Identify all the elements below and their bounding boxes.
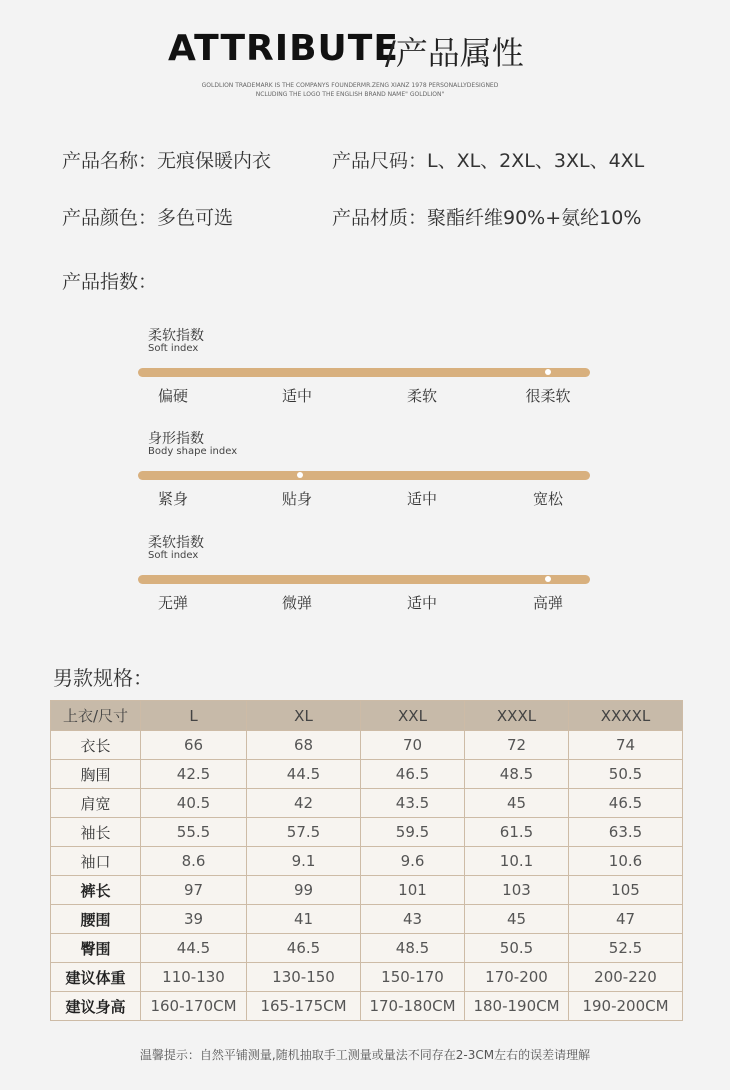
table-cell: 43: [361, 905, 465, 934]
table-cell: 43.5: [361, 789, 465, 818]
title-cn: /产品属性: [385, 34, 524, 72]
table-cell: 44.5: [247, 760, 361, 789]
attr-product-name: 产品名称：无痕保暖内衣: [62, 150, 272, 172]
table-cell: 44.5: [141, 934, 247, 963]
table-cell: 40.5: [141, 789, 247, 818]
row-label: 裤长: [51, 876, 141, 905]
table-cell: 61.5: [465, 818, 569, 847]
table-cell: 66: [141, 731, 247, 760]
table-row: [51, 992, 683, 1021]
table-cell: 150-170: [361, 963, 465, 992]
index-marker: [545, 369, 551, 375]
footnote: 温馨提示：自然平铺测量,随机抽取手工测量或量法不同存在2-3CM左右的误差请理解: [139, 1048, 591, 1062]
table-cell: 101: [361, 876, 465, 905]
index-tick-label: 无弹: [157, 594, 188, 612]
table-cell: 97: [141, 876, 247, 905]
table-cell: 50.5: [569, 760, 683, 789]
table-cell: 10.1: [465, 847, 569, 876]
table-cell: 46.5: [569, 789, 683, 818]
table-cell: 10.6: [569, 847, 683, 876]
table-cell: 45: [465, 905, 569, 934]
index-label: 身形指数: [148, 431, 204, 447]
attr-product-size: 产品尺码：L、XL、2XL、3XL、4XL: [332, 150, 645, 172]
table-cell: 70: [361, 731, 465, 760]
attr-product-material: 产品材质：聚酯纤维90%+氨纶10%: [332, 207, 642, 229]
table-cell: 130-150: [247, 963, 361, 992]
table-cell: 48.5: [465, 760, 569, 789]
table-cell: 8.6: [141, 847, 247, 876]
index-tick-label: 很柔软: [525, 387, 571, 405]
index-label: 柔软指数: [148, 535, 204, 551]
table-row: [51, 876, 683, 905]
table-cell: 46.5: [361, 760, 465, 789]
row-label: 衣长: [51, 731, 141, 760]
table-row: [51, 818, 683, 847]
table-cell: 190-200CM: [569, 992, 683, 1021]
index-sublabel: Soft index: [148, 343, 199, 354]
table-cell: 74: [569, 731, 683, 760]
title-en: ATTRIBUTE: [168, 28, 399, 69]
table-cell: 47: [569, 905, 683, 934]
table-cell: 42.5: [141, 760, 247, 789]
table-cell: 200-220: [569, 963, 683, 992]
row-label: 肩宽: [51, 789, 141, 818]
size-header: XXL: [361, 701, 465, 731]
table-row: [51, 789, 683, 818]
size-header: L: [141, 701, 247, 731]
index-bar: [138, 575, 590, 584]
index-tick-label: 适中: [281, 387, 312, 405]
index-sublabel: Soft index: [148, 550, 199, 561]
table-cell: 68: [247, 731, 361, 760]
table-cell: 9.6: [361, 847, 465, 876]
table-cell: 63.5: [569, 818, 683, 847]
row-label: 建议身高: [51, 992, 141, 1021]
row-label: 袖口: [51, 847, 141, 876]
table-cell: 170-200: [465, 963, 569, 992]
table-cell: 55.5: [141, 818, 247, 847]
index-sublabel: Body shape index: [148, 446, 238, 457]
table-cell: 50.5: [465, 934, 569, 963]
size-header: XXXXL: [569, 701, 683, 731]
table-cell: 57.5: [247, 818, 361, 847]
index-bar: [138, 368, 590, 377]
table-cell: 160-170CM: [141, 992, 247, 1021]
attr-index-title: 产品指数：: [62, 271, 158, 293]
trademark-line-2: NCLUDING THE LOGO THE ENGLISH BRAND NAME" GOLDLION": [255, 91, 445, 98]
index-tick-label: 宽松: [532, 490, 563, 508]
table-cell: 45: [465, 789, 569, 818]
table-cell: 39: [141, 905, 247, 934]
table-row: [51, 963, 683, 992]
table-cell: 180-190CM: [465, 992, 569, 1021]
size-table: [50, 700, 683, 1021]
size-header: XL: [247, 701, 361, 731]
table-cell: 52.5: [569, 934, 683, 963]
index-tick-label: 微弹: [281, 594, 312, 612]
table-row: [51, 934, 683, 963]
table-row: [51, 847, 683, 876]
table-row: [51, 731, 683, 760]
row-label: 建议体重: [51, 963, 141, 992]
table-cell: 42: [247, 789, 361, 818]
table-title: 男款规格：: [53, 666, 153, 690]
table-cell: 105: [569, 876, 683, 905]
table-cell: 41: [247, 905, 361, 934]
table-cell: 165-175CM: [247, 992, 361, 1021]
table-cell: 59.5: [361, 818, 465, 847]
table-cell: 103: [465, 876, 569, 905]
table-row: [51, 760, 683, 789]
index-tick-label: 紧身: [157, 490, 188, 508]
table-cell: 72: [465, 731, 569, 760]
row-label: 臀围: [51, 934, 141, 963]
row-label: 胸围: [51, 760, 141, 789]
index-tick-label: 适中: [406, 490, 437, 508]
table-cell: 46.5: [247, 934, 361, 963]
trademark-line-1: GOLDLION TRADEMARK IS THE COMPANYS FOUNDERMR.ZENG XIANZ 1978 PERSONALLYDESIGNED: [201, 82, 499, 89]
row-label: 袖长: [51, 818, 141, 847]
index-tick-label: 适中: [406, 594, 437, 612]
index-tick-label: 柔软: [406, 387, 437, 405]
table-row: [51, 905, 683, 934]
table-cell: 9.1: [247, 847, 361, 876]
size-header: XXXL: [465, 701, 569, 731]
index-marker: [297, 472, 303, 478]
index-bar: [138, 471, 590, 480]
table-corner-header: 上衣/尺寸: [51, 701, 141, 731]
table-cell: 48.5: [361, 934, 465, 963]
index-tick-label: 偏硬: [157, 387, 188, 405]
table-cell: 170-180CM: [361, 992, 465, 1021]
index-tick-label: 高弹: [532, 594, 563, 612]
attr-product-color: 产品颜色：多色可选: [62, 207, 234, 229]
table-cell: 99: [247, 876, 361, 905]
index-tick-label: 贴身: [281, 490, 312, 508]
index-marker: [545, 576, 551, 582]
table-cell: 110-130: [141, 963, 247, 992]
row-label: 腰围: [51, 905, 141, 934]
index-label: 柔软指数: [148, 328, 204, 344]
table-header-row: [51, 701, 683, 731]
